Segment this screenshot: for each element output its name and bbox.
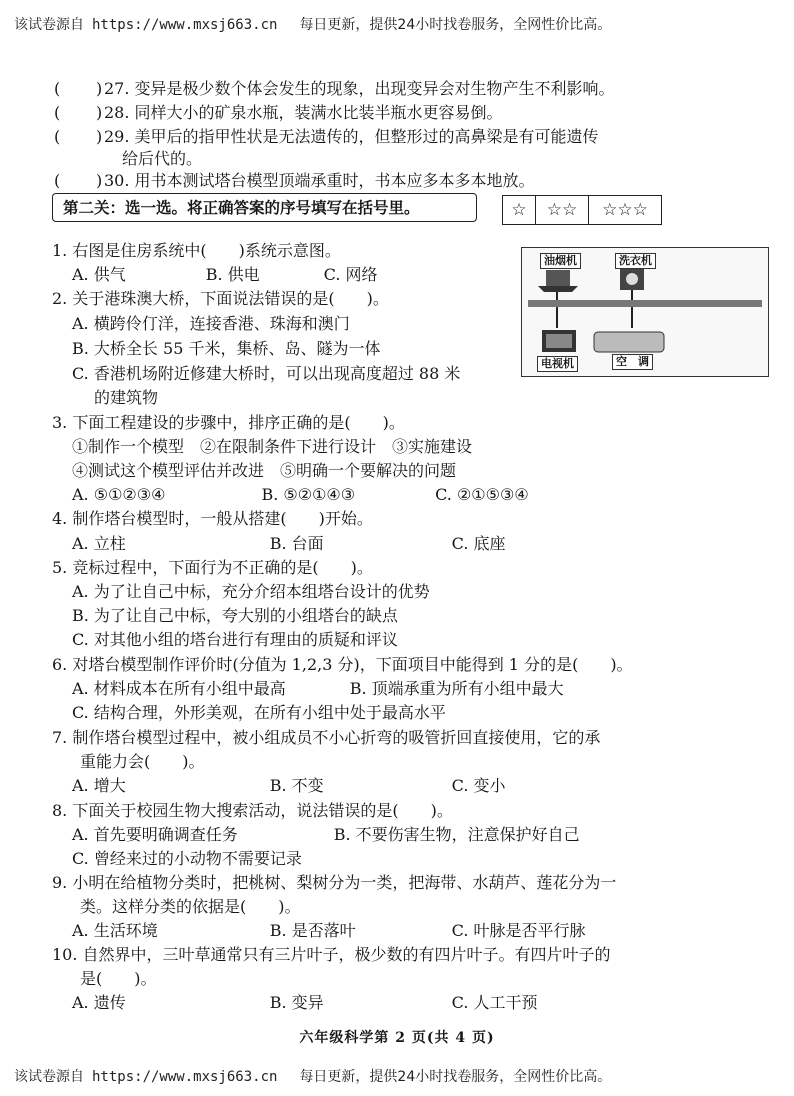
star-three-icon: ☆☆☆	[602, 200, 648, 220]
question-2-option-c: C. 香港机场附近修建大桥时，可以出现高度超过 88 米	[72, 364, 461, 383]
question-8-options-ab: A. 首先要明确调查任务 B. 不要伤害生物，注意保护好自己	[72, 825, 580, 844]
header-slogan: 每日更新，提供24小时找卷服务，全网性价比高。	[299, 1069, 612, 1085]
tf-paren-open: (	[54, 103, 61, 122]
device-range-hood: 油烟机	[540, 253, 581, 269]
question-7-cont: 重能力会( )。	[80, 752, 205, 771]
question-5-option-c: C. 对其他小组的塔台进行有理由的质疑和评议	[72, 630, 398, 649]
question-8: 8. 下面关于校园生物大搜索活动，说法错误的是( )。	[52, 801, 453, 820]
question-5-option-b: B. 为了让自己中标，夸大别的小组塔台的缺点	[72, 606, 398, 625]
question-6-option-c: C. 结构合理，外形美观，在所有小组中处于最高水平	[72, 703, 446, 722]
question-9-cont: 类。这样分类的依据是( )。	[80, 897, 301, 916]
question-6-options-ab: A. 材料成本在所有小组中最高 B. 顶端承重为所有小组中最大	[72, 679, 564, 698]
tf-paren-close: )	[96, 127, 103, 146]
question-6: 6. 对塔台模型制作评价时(分值为 1,2,3 分)，下面项目中能得到 1 分的是( )。	[52, 655, 633, 674]
star-rating-box	[502, 195, 662, 225]
tf-item-29-cont: 给后代的。	[122, 149, 203, 168]
question-7-options: A. 增大 B. 不变 C. 变小	[72, 776, 506, 795]
tf-item-27: 27. 变异是极少数个体会发生的现象，出现变异会对生物产生不利影响。	[104, 79, 615, 98]
question-10-cont: 是( )。	[80, 969, 157, 988]
question-5: 5. 竞标过程中，下面行为不正确的是( )。	[52, 558, 373, 577]
question-2-option-c-cont: 的建筑物	[94, 388, 159, 407]
question-4: 4. 制作塔台模型时，一般从搭建( )开始。	[52, 509, 373, 528]
tf-item-29: 29. 美甲后的指甲性状是无法遗传的，但整形过的高鼻梁是有可能遗传	[104, 127, 599, 146]
header-url[interactable]: https://www.mxsj663.cn	[92, 1069, 278, 1085]
question-9: 9. 小明在给植物分类时，把桃树、梨树分为一类，把海带、水葫芦、莲花分为一	[52, 873, 617, 892]
header-watermark-top	[14, 14, 611, 34]
question-7: 7. 制作塔台模型过程中，被小组成员不小心折弯的吸管折回直接使用，它的承	[52, 728, 601, 747]
tf-paren-close: )	[96, 103, 103, 122]
question-5-option-a: A. 为了让自己中标，充分介绍本组塔台设计的优势	[72, 582, 430, 601]
device-tv: 电视机	[537, 356, 578, 372]
star-one-icon: ☆	[503, 196, 536, 224]
question-1-options: A. 供气 B. 供电 C. 网络	[72, 265, 378, 284]
power-system-diagram	[521, 247, 769, 377]
device-washing-machine: 洗衣机	[615, 253, 656, 269]
question-3-steps-1: ①制作一个模型 ②在限制条件下进行设计 ③实施建设	[72, 437, 473, 456]
header-source: 该试卷源自	[14, 17, 84, 33]
question-1: 1. 右图是住房系统中( )系统示意图。	[52, 241, 341, 260]
question-2: 2. 关于港珠澳大桥，下面说法错误的是( )。	[52, 289, 389, 308]
header-url[interactable]: https://www.mxsj663.cn	[92, 17, 278, 33]
header-source: 该试卷源自	[14, 1069, 84, 1085]
question-8-option-c: C. 曾经来过的小动物不需要记录	[72, 849, 302, 868]
section-title: 第二关：选一选。将正确答案的序号填写在括号里。	[52, 193, 477, 222]
question-10: 10. 自然界中，三叶草通常只有三片叶子，极少数的有四片叶子。有四片叶子的	[52, 945, 611, 964]
tf-paren-open: (	[54, 171, 61, 190]
question-10-options: A. 遗传 B. 变异 C. 人工干预	[72, 993, 538, 1012]
question-2-option-a: A. 横跨伶仃洋，连接香港、珠海和澳门	[72, 314, 350, 333]
question-3-options: A. ⑤①②③④ B. ⑤②①④③ C. ②①⑤③④	[72, 485, 529, 504]
question-9-options: A. 生活环境 B. 是否落叶 C. 叶脉是否平行脉	[72, 921, 586, 940]
question-2-option-b: B. 大桥全长 55 千米，集桥、岛、隧为一体	[72, 339, 381, 358]
page-footer: 六年级科学第 2 页(共 4 页)	[299, 1030, 495, 1046]
tf-paren-close: )	[96, 79, 103, 98]
tf-paren-open: (	[54, 79, 61, 98]
tf-item-28: 28. 同样大小的矿泉水瓶，装满水比装半瓶水更容易倒。	[104, 103, 503, 122]
question-3-steps-2: ④测试这个模型评估并改进 ⑤明确一个要解决的问题	[72, 461, 457, 480]
device-air-conditioner: 空 调	[612, 354, 653, 370]
question-4-options: A. 立柱 B. 台面 C. 底座	[72, 534, 506, 553]
tf-paren-open: (	[54, 127, 61, 146]
header-watermark-bottom	[14, 1066, 611, 1086]
tf-item-30: 30. 用书本测试塔台模型顶端承重时，书本应多本多本地放。	[104, 171, 535, 190]
star-two-icon: ☆☆	[536, 196, 589, 224]
tf-paren-close: )	[96, 171, 103, 190]
header-slogan: 每日更新，提供24小时找卷服务，全网性价比高。	[299, 17, 612, 33]
question-3: 3. 下面工程建设的步骤中，排序正确的是( )。	[52, 413, 405, 432]
